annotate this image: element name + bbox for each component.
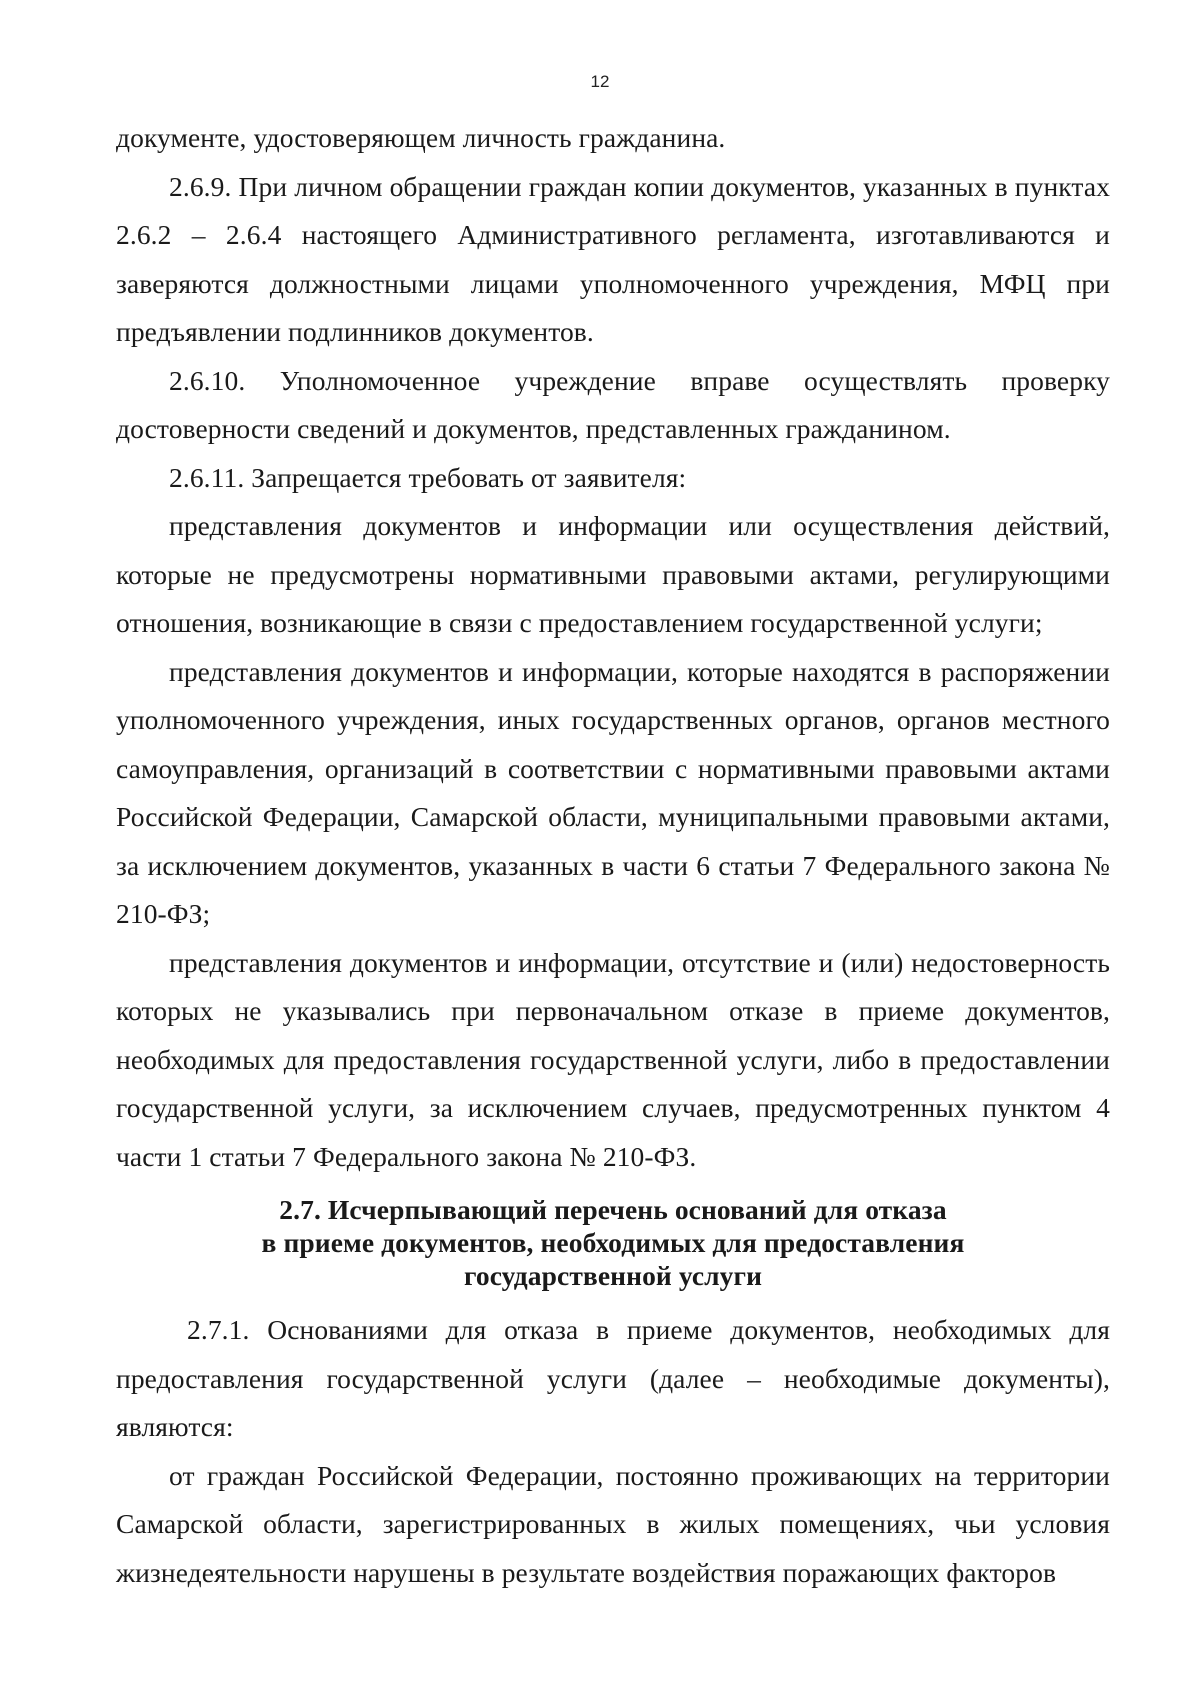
section-heading-line: в приеме документов, необходимых для предоставления	[261, 1227, 965, 1258]
document-body	[116, 114, 1110, 1597]
page-number: 12	[590, 72, 610, 91]
section-heading-line: государственной услуги	[463, 1260, 763, 1291]
paragraph-2-6-11: 2.6.11. Запрещается требовать от заявителя:	[169, 461, 687, 493]
section-heading-2-7	[116, 1193, 1110, 1292]
list-item-prohibition-1: представления документов и информации или осуществления действий, которые не предусмотрены нормативными правовыми актами, регулирующими отношения, возникающие в связи с предоставлением государственной услуги;	[116, 510, 1110, 638]
section-heading-line: 2.7. Исчерпывающий перечень оснований для отказа	[279, 1194, 947, 1225]
paragraph-refusal-ground: от граждан Российской Федерации, постоянно проживающих на территории Самарской области, зарегистрированных в жилых помещениях, чьи условия жизнедеятельности нарушены в результате воздействия поражающих факторов	[116, 1459, 1110, 1588]
paragraph-continuation: документе, удостоверяющем личность гражданина.	[116, 122, 726, 153]
list-item-prohibition-2: представления документов и информации, которые находятся в распоряжении уполномоченного учреждения, иных государственных органов, органов местного самоуправления, организаций в соответствии с нормативными правовыми актами Российской Федерации, Самарской области, муниципальными правовыми актами, за исключением документов, указанных в части 6 статьи 7 Федерального закона № 210-ФЗ;	[116, 655, 1110, 929]
paragraph-2-7-1: 2.7.1. Основаниями для отказа в приеме документов, необходимых для предоставления государственной услуги (далее – необходимые документы), являются:	[116, 1314, 1110, 1442]
list-item-prohibition-3: представления документов и информации, отсутствие и (или) недостоверность которых не указывались при первоначальном отказе в приеме документов, необходимых для предоставления государственной услуги, либо в предоставлении государственной услуги, за исключением случаев, предусмотренных пунктом 4 части 1 статьи 7 Федерального закона № 210-ФЗ.	[116, 946, 1110, 1172]
paragraph-2-6-10: 2.6.10. Уполномоченное учреждение вправе осуществлять проверку достоверности сведений и документов, представленных гражданином.	[116, 364, 1110, 444]
paragraph-2-6-9: 2.6.9. При личном обращении граждан копии документов, указанных в пунктах 2.6.2 – 2.6.4 настоящего Административного регламента, изготавливаются и заверяются должностными лицами уполномоченного учреждения, МФЦ при предъявлении подлинников документов.	[116, 170, 1110, 347]
